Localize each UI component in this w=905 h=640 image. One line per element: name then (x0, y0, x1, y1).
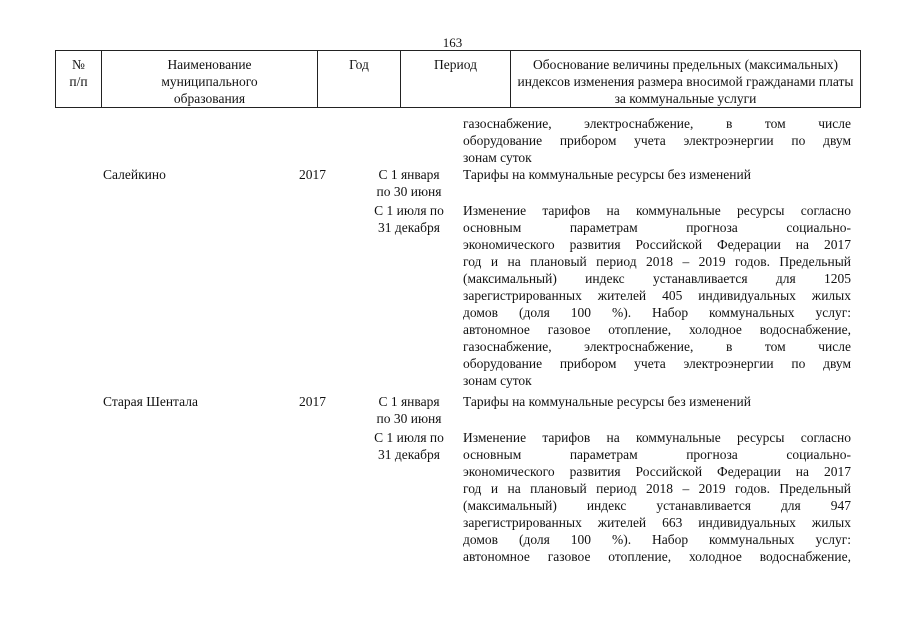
municipality-name: Салейкино (103, 167, 166, 182)
period-first-half: С 1 января по 30 июня (376, 394, 442, 426)
header-municipality: Наименование муниципального образования (101, 51, 317, 107)
header-basis: Обоснование величины предельных (максимальных) индексов изменения размера вносимой гражданами платы за коммунальные услуги (510, 51, 860, 107)
header-year: Год (317, 51, 400, 107)
period-second-half: С 1 июля по 31 декабря (374, 203, 444, 235)
tariff-note: Тарифы на коммунальные ресурсы без изменений (463, 394, 751, 409)
table-header (55, 50, 861, 108)
row-year: 2017 (299, 394, 326, 409)
row-year: 2017 (299, 167, 326, 182)
tariff-justification: Изменение тарифов на коммунальные ресурсы согласно основным параметрам прогноза социально- экономического развития Российской Федерации на 2017 год и на плановый период 2018 – 2019 годов. Предельный (максимальный) индекс устанавливается для 947 зарегистрированных жителей 663 индивидуальных жилых домов (доля 100 %). Набор коммунальных услуг: автономное газовое отопление, холодное водоснабжение, (463, 430, 851, 564)
header-number: № п/п (69, 57, 88, 89)
municipality-name: Старая Шентала (103, 394, 198, 409)
tariff-note: Тарифы на коммунальные ресурсы без изменений (463, 167, 751, 182)
period-second-half: С 1 июля по 31 декабря (374, 430, 444, 462)
continuation-text: газоснабжение, электроснабжение, в том числе оборудование прибором учета электроэнергии по двум зонам суток (463, 116, 851, 165)
period-first-half: С 1 января по 30 июня (376, 167, 442, 199)
tariff-justification: Изменение тарифов на коммунальные ресурсы согласно основным параметрам прогноза социально- экономического развития Российской Федерации на 2017 год и на плановый период 2018 – 2019 годов. Предельный (максимальный) индекс устанавливается для 1205 зарегистрированных жителей 405 индивидуальных жилых домов (доля 100 %). Набор коммунальных услуг: автономное газовое отопление, холодное водоснабжение, газоснабжение, электроснабжение, в том числе оборудование прибором учета электроэнергии по двум зонам суток (463, 203, 851, 388)
header-period: Период (400, 51, 510, 107)
page-number: 163 (442, 35, 463, 50)
